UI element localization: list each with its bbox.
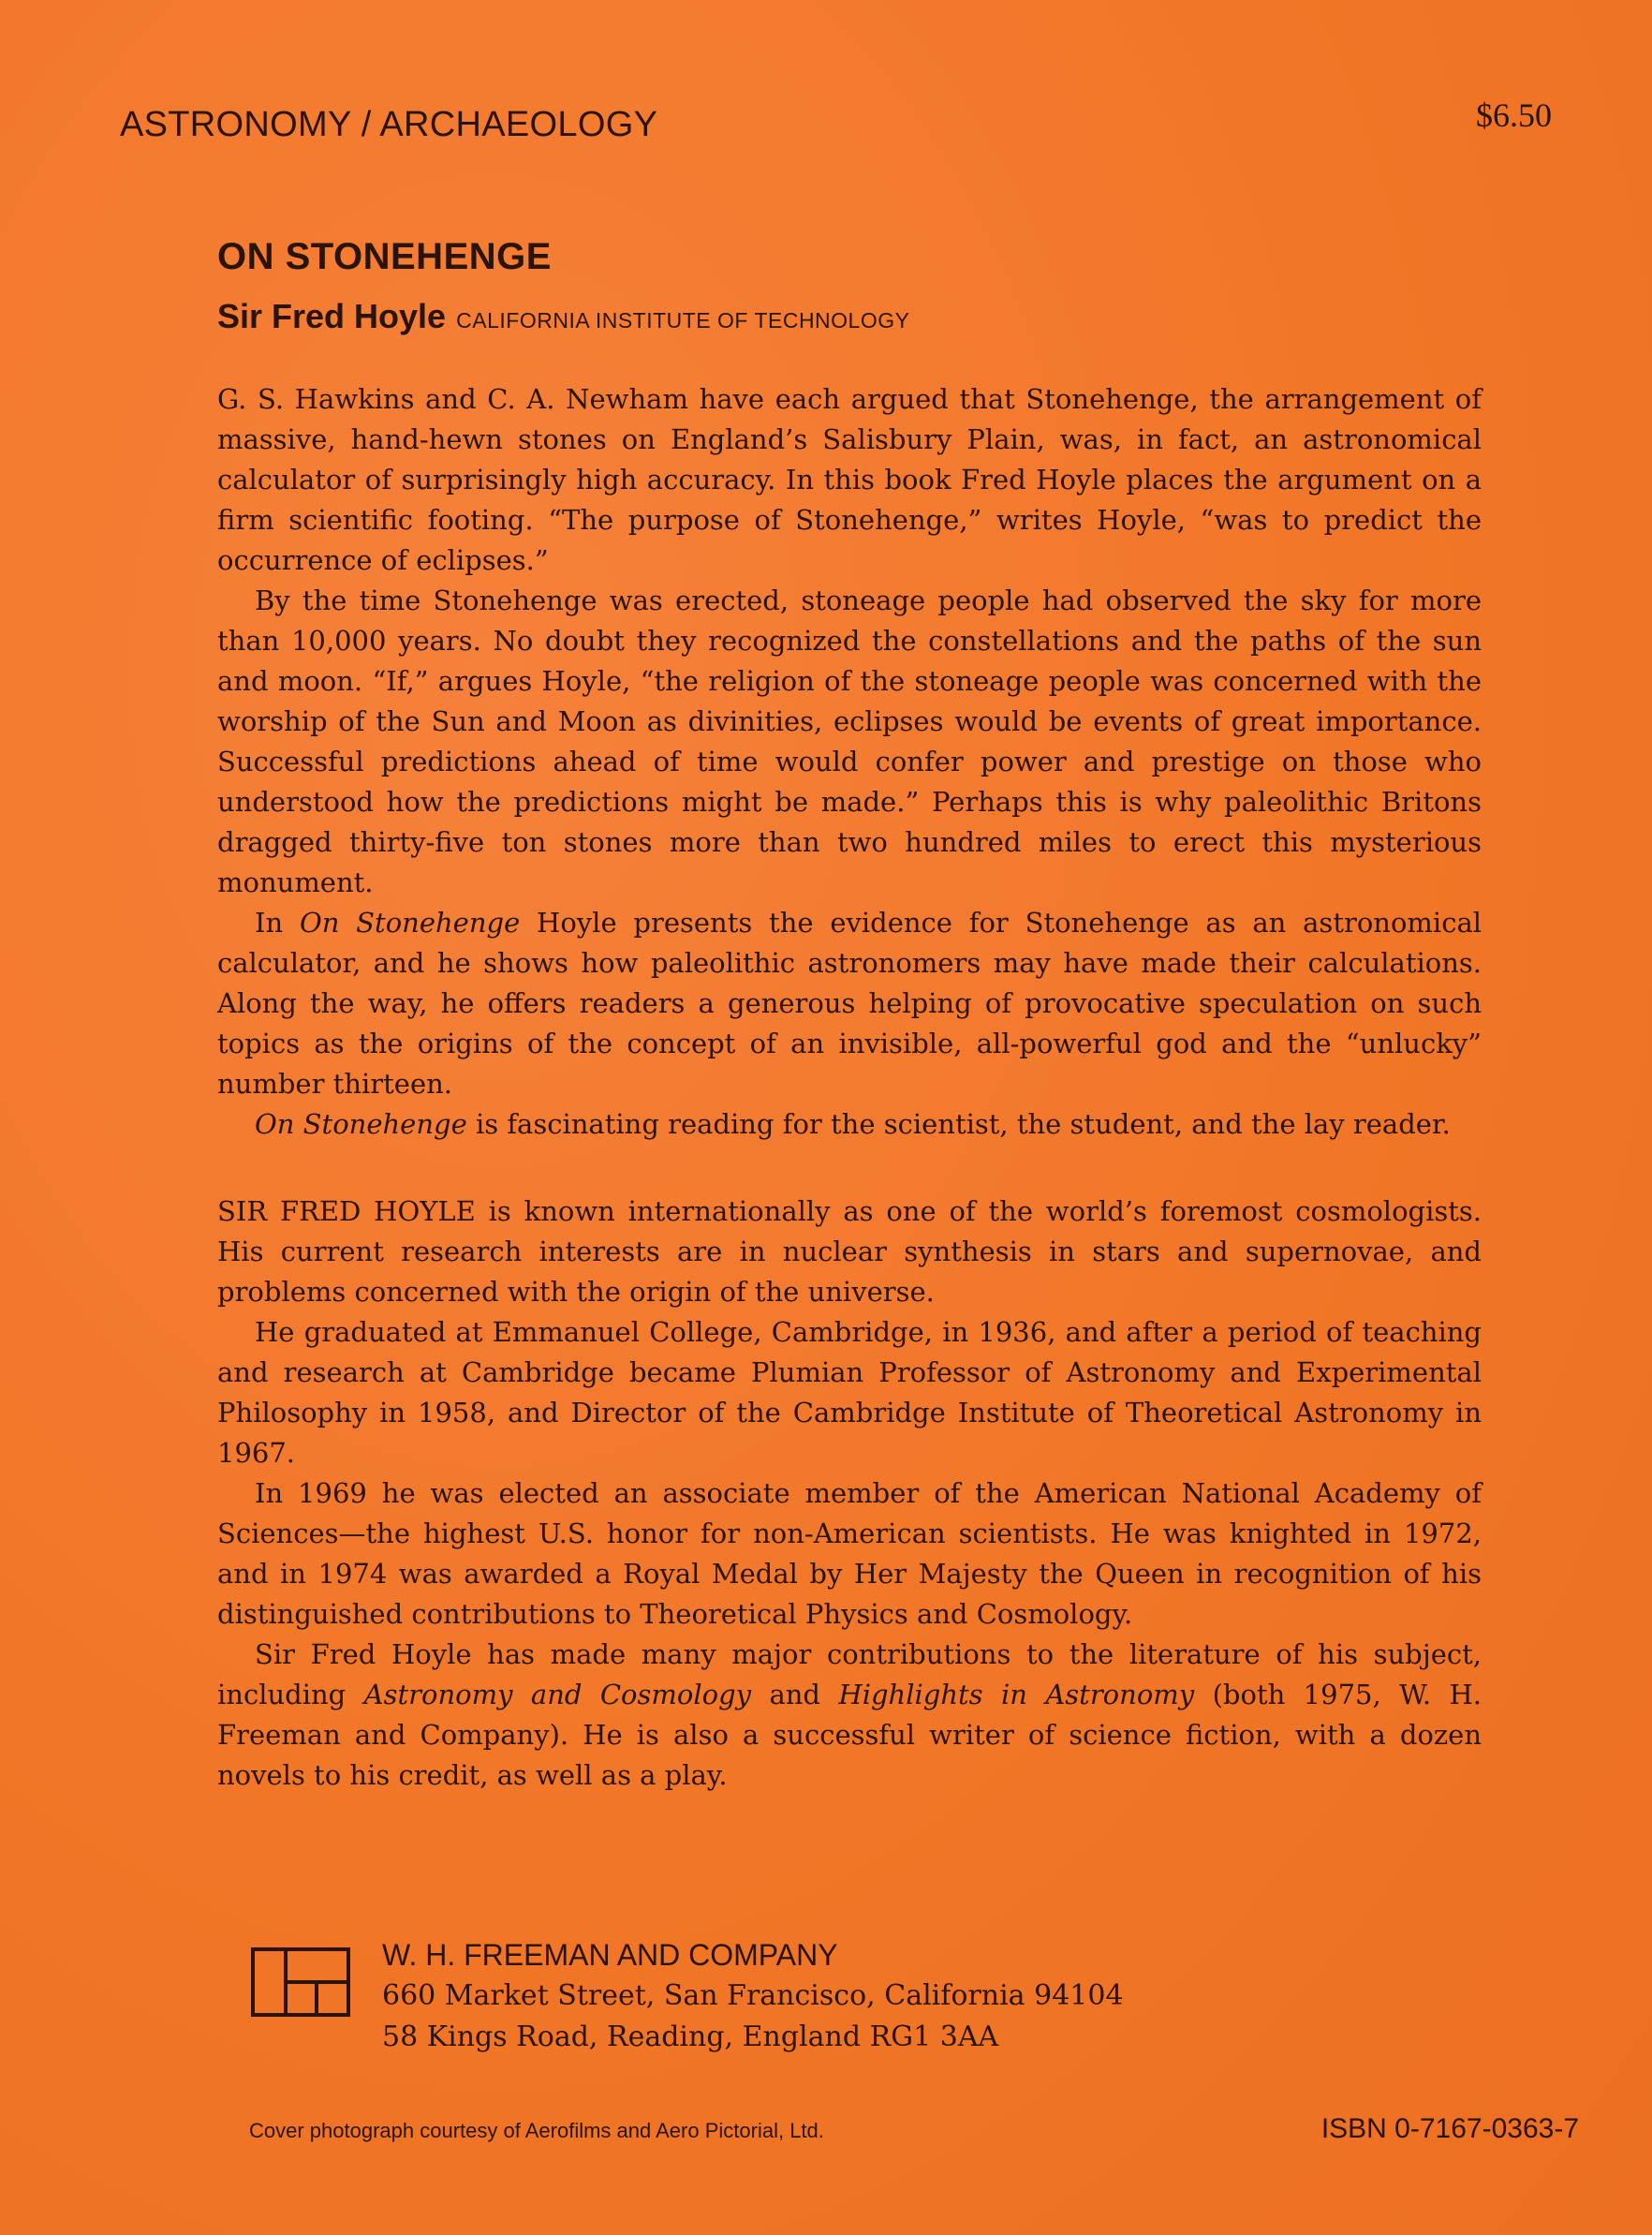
book-title: ON STONEHENGE bbox=[217, 236, 552, 277]
bio-p4-title-1: Astronomy and Cosmology bbox=[363, 1679, 752, 1710]
main-content bbox=[217, 236, 1482, 1796]
publisher-address-1: 660 Market Street, San Francisco, California 94104 bbox=[382, 1979, 1124, 2012]
bio-p4-lead: Sir Fred Hoyle has made many major contributions to the literature of his subject, including bbox=[217, 1638, 1482, 1710]
bio-p4-title-2: Highlights in Astronomy bbox=[838, 1679, 1195, 1710]
description-paragraph-2: By the time Stonehenge was erected, stoneage people had observed the sky for more than 10,000 years. No doubt they recognized the constellations and the paths of the sun and moon. “If,” argues Hoyle, “the religion of the stoneage people was concerned with the worship of the Sun and Moon as divinities, eclipses would be events of great importance. Successful predictions ahead of time would confer power and prestige on those who understood how the predictions might be made.” Perhaps this is why paleolithic Britons dragged thirty-five ton stones more than two hundred miles to erect this mysterious monument. bbox=[217, 585, 1482, 898]
publisher-block bbox=[251, 1934, 1124, 2058]
isbn: ISBN 0-7167-0363-7 bbox=[1320, 2113, 1579, 2144]
bio-paragraph-3: In 1969 he was elected an associate member of the American National Academy of Sciences—the highest U.S. honor for non-American scientists. He was knighted in 1972, and in 1974 was awarded a Royal Medal by Her Majesty the Queen in recognition of his distinguished contributions to Theoretical Physics and Cosmology. bbox=[217, 1477, 1482, 1630]
publisher-text bbox=[382, 1934, 1124, 2058]
publisher-address-2: 58 Kings Road, Reading, England RG1 3AA bbox=[382, 2020, 999, 2053]
publisher-name: W. H. FREEMAN AND COMPANY bbox=[382, 1938, 838, 1972]
p3-book-title: On Stonehenge bbox=[299, 907, 521, 939]
author-institution: CALIFORNIA INSTITUTE OF TECHNOLOGY bbox=[456, 308, 910, 333]
publisher-logo-icon bbox=[251, 1947, 350, 2017]
bio-paragraph-1: SIR FRED HOYLE is known internationally as one of the world’s foremost cosmologists. His current research interests are in nuclear synthesis in stars and supernovae, and problems concerned with the origin of the universe. bbox=[217, 1195, 1482, 1308]
bio-p4-and: and bbox=[751, 1679, 839, 1710]
author-name: Sir Fred Hoyle bbox=[217, 297, 447, 335]
subject-category: ASTRONOMY / ARCHAEOLOGY bbox=[120, 105, 658, 144]
description-paragraph-3 bbox=[217, 903, 1482, 1104]
p3-lead: In bbox=[255, 907, 300, 939]
p4-book-title: On Stonehenge bbox=[255, 1108, 467, 1140]
bio-paragraph-2: He graduated at Emmanuel College, Cambridge, in 1936, and after a period of teaching and research at Cambridge became Plumian Professor of Astronomy and Experimental Philosophy in 1958, and Director of the Cambridge Institute of Theoretical Astronomy in 1967. bbox=[217, 1316, 1482, 1469]
author-line bbox=[217, 297, 1482, 336]
bio-paragraph-4 bbox=[217, 1635, 1482, 1796]
price: $6.50 bbox=[1476, 96, 1552, 134]
description-paragraph-1: G. S. Hawkins and C. A. Newham have each argued that Stonehenge, the arrangement of massive, hand-hewn stones on England’s Salisbury Plain, was, in fact, an astronomical calculator of surprisingly high accuracy. In this book Fred Hoyle places the argument on a firm scientific footing. “The purpose of Stonehenge,” writes Hoyle, “was to predict the occurrence of eclipses.” bbox=[217, 383, 1482, 576]
p4-body: is fascinating reading for the scientist, the student, and the lay reader. bbox=[466, 1108, 1451, 1140]
bio-p4-rest: (both 1975, W. H. Freeman and Company). He is also a successful writer of science fiction, with a dozen novels to his credit, as well as a play. bbox=[217, 1679, 1482, 1791]
description-paragraph-4 bbox=[217, 1104, 1482, 1145]
p3-body: Hoyle presents the evidence for Stonehenge as an astronomical calculator, and he shows how paleolithic astronomers may have made their calculations. Along the way, he offers readers a generous helping of provocative speculation on such topics as the origins of the concept of an invisible, all-powerful god and the “unlucky” number thirteen. bbox=[217, 907, 1482, 1100]
cover-photo-credit: Cover photograph courtesy of Aerofilms and Aero Pictorial, Ltd. bbox=[249, 2119, 824, 2142]
section-gap bbox=[217, 1145, 1482, 1192]
